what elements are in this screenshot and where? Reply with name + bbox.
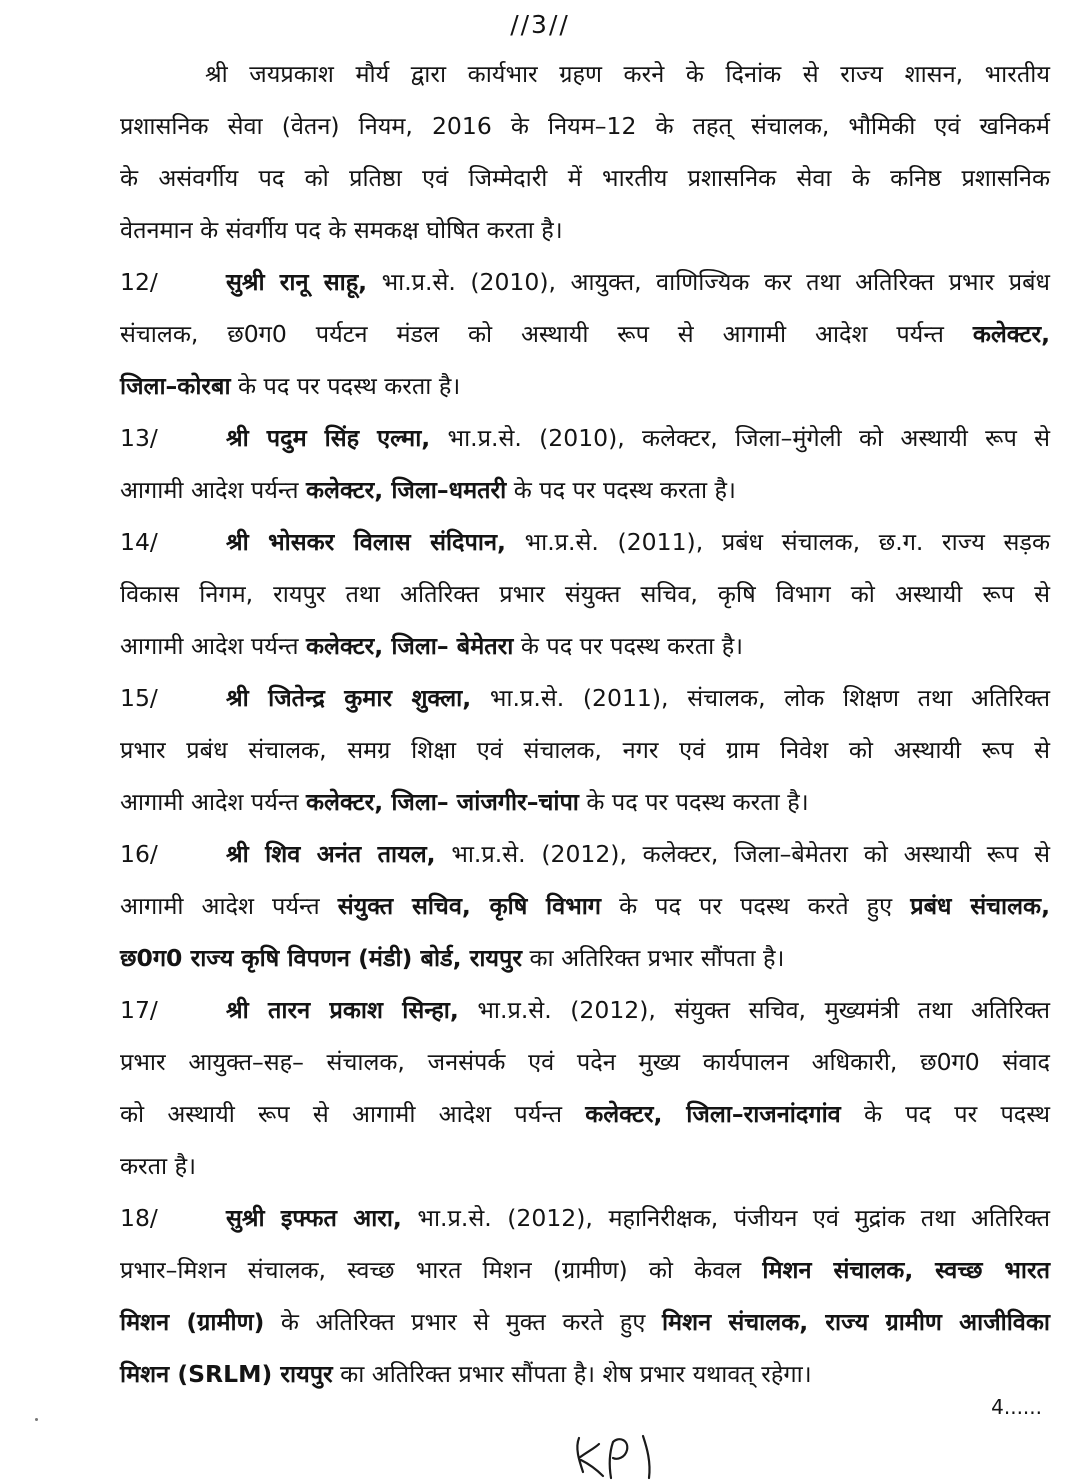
item-text: करता है। (120, 1152, 196, 1180)
posting: कलेक्टर, (972, 320, 1050, 348)
order-item-14 (120, 516, 1050, 672)
officer-name: श्री भोसकर विलास संदिपान, (226, 528, 506, 556)
order-item-13 (120, 412, 1050, 516)
officer-name: श्री पदुम सिंह एल्मा, (226, 424, 431, 452)
item-text: भा.प्र.से. (2010), कलेक्टर, जिला–मुंगेली को अस्थायी रूप से (430, 424, 1050, 452)
item-text: का अतिरिक्त प्रभार सौंपता है। (522, 944, 785, 972)
order-body (120, 48, 1050, 1400)
item-number: 14/ (120, 528, 158, 556)
item-text: आगामी आदेश पर्यन्त (120, 892, 338, 920)
item-number: 13/ (120, 424, 158, 452)
item-text: प्रभार आयुक्त–सह– संचालक, जनसंपर्क एवं पदेन मुख्य कार्यपालन अधिकारी, छ0ग0 संवाद (120, 1048, 1050, 1076)
item-text: प्रभार प्रबंध संचालक, समग्र शिक्षा एवं संचालक, नगर एवं ग्राम निवेश को अस्थायी रूप से (120, 736, 1050, 764)
posting: जिला–कोरबा (120, 372, 231, 400)
order-item-17 (120, 984, 1050, 1192)
item-number: 12/ (120, 268, 158, 296)
officer-name: श्री शिव अनंत तायल, (226, 840, 436, 868)
item-text: के पद पर पदस्थ करता है। (230, 372, 461, 400)
posting: छ0ग0 राज्य कृषि विपणन (मंडी) बोर्ड, रायपुर (120, 944, 523, 972)
posting: प्रबंध संचालक, (910, 892, 1050, 920)
order-item-15 (120, 672, 1050, 828)
posting: मिशन संचालक, राज्य ग्रामीण आजीविका (661, 1308, 1051, 1336)
item-text: भा.प्र.से. (2011), प्रबंध संचालक, छ.ग. राज्य सड़क (505, 528, 1051, 556)
posting: मिशन (SRLM) रायपुर (120, 1360, 333, 1388)
officer-name: सुश्री रानू साहू, (226, 268, 368, 296)
posting: कलेक्टर, जिला–धमतरी (305, 476, 507, 504)
item-text: के पद पर पदस्थ (840, 1100, 1050, 1128)
scan-speck (35, 1418, 38, 1421)
item-text: भा.प्र.से. (2011), संचालक, लोक शिक्षण तथा अतिरिक्त (471, 684, 1050, 712)
item-text: के पद पर पदस्थ करते हुए (601, 892, 911, 920)
posting: कलेक्टर, जिला– जांजगीर–चांपा (305, 788, 579, 816)
item-number: 17/ (120, 996, 158, 1024)
officer-name: श्री जितेन्द्र कुमार शुक्ला, (226, 684, 472, 712)
intro-paragraph (120, 48, 1050, 256)
officer-name: सुश्री इफ्फत आरा, (226, 1204, 402, 1232)
item-number: 15/ (120, 684, 158, 712)
item-text: प्रभार–मिशन संचालक, स्वच्छ भारत मिशन (ग्रामीण) को केवल (120, 1256, 763, 1284)
posting: संयुक्त सचिव, कृषि विभाग (337, 892, 602, 920)
item-text: के पद पर पदस्थ करता है। (513, 632, 744, 660)
intro-line: श्री जयप्रकाश मौर्य द्वारा कार्यभार ग्रहण करने के दिनांक से राज्य शासन, भारतीय (205, 60, 1050, 88)
item-text: संचालक, छ0ग0 पर्यटन मंडल को अस्थायी रूप से आगामी आदेश पर्यन्त (120, 320, 973, 348)
item-text: के अतिरिक्त प्रभार से मुक्त करते हुए (264, 1308, 662, 1336)
order-item-12 (120, 256, 1050, 412)
item-text: आगामी आदेश पर्यन्त (120, 476, 306, 504)
item-text: का अतिरिक्त प्रभार सौंपता है। शेष प्रभार यथावत् रहेगा। (332, 1360, 812, 1388)
item-text: के पद पर पदस्थ करता है। (506, 476, 736, 504)
posting: मिशन (ग्रामीण) (120, 1308, 265, 1336)
item-text: विकास निगम, रायपुर तथा अतिरिक्त प्रभार संयुक्त सचिव, कृषि विभाग को अस्थायी रूप से (120, 580, 1050, 608)
posting: कलेक्टर, जिला– बेमेतरा (305, 632, 514, 660)
page-number: //3// (510, 10, 570, 39)
order-item-16 (120, 828, 1050, 984)
item-text: भा.प्र.से. (2012), कलेक्टर, जिला–बेमेतरा को अस्थायी रूप से (435, 840, 1051, 868)
item-text: भा.प्र.से. (2012), महानिरीक्षक, पंजीयन एवं मुद्रांक तथा अतिरिक्त (401, 1204, 1050, 1232)
intro-line: के असंवर्गीय पद को प्रतिष्ठा एवं जिम्मेदारी में भारतीय प्रशासनिक सेवा के कनिष्ठ प्रशासनिक (120, 164, 1050, 192)
posting: मिशन संचालक, स्वच्छ भारत (762, 1256, 1050, 1284)
intro-line: प्रशासनिक सेवा (वेतन) नियम, 2016 के नियम–12 के तहत् संचालक, भौमिकी एवं खनिकर्म (120, 112, 1050, 140)
item-text: भा.प्र.से. (2010), आयुक्त, वाणिज्यिक कर तथा अतिरिक्त प्रभार प्रबंध (367, 268, 1051, 296)
posting: कलेक्टर, जिला–राजनांदगांव (585, 1100, 841, 1128)
next-page-marker: 4...... (991, 1395, 1042, 1419)
intro-line: वेतनमान के संवर्गीय पद के समकक्ष घोषित करता है। (120, 216, 563, 244)
item-text: आगामी आदेश पर्यन्त (120, 788, 306, 816)
officer-name: श्री तारन प्रकाश सिन्हा, (226, 996, 459, 1024)
signature-initials (565, 1432, 675, 1480)
item-text: को अस्थायी रूप से आगामी आदेश पर्यन्त (120, 1100, 586, 1128)
item-text: भा.प्र.से. (2012), संयुक्त सचिव, मुख्यमंत्री तथा अतिरिक्त (458, 996, 1050, 1024)
order-item-18 (120, 1192, 1050, 1400)
item-number: 16/ (120, 840, 158, 868)
item-text: के पद पर पदस्थ करता है। (578, 788, 809, 816)
item-number: 18/ (120, 1204, 158, 1232)
item-text: आगामी आदेश पर्यन्त (120, 632, 306, 660)
